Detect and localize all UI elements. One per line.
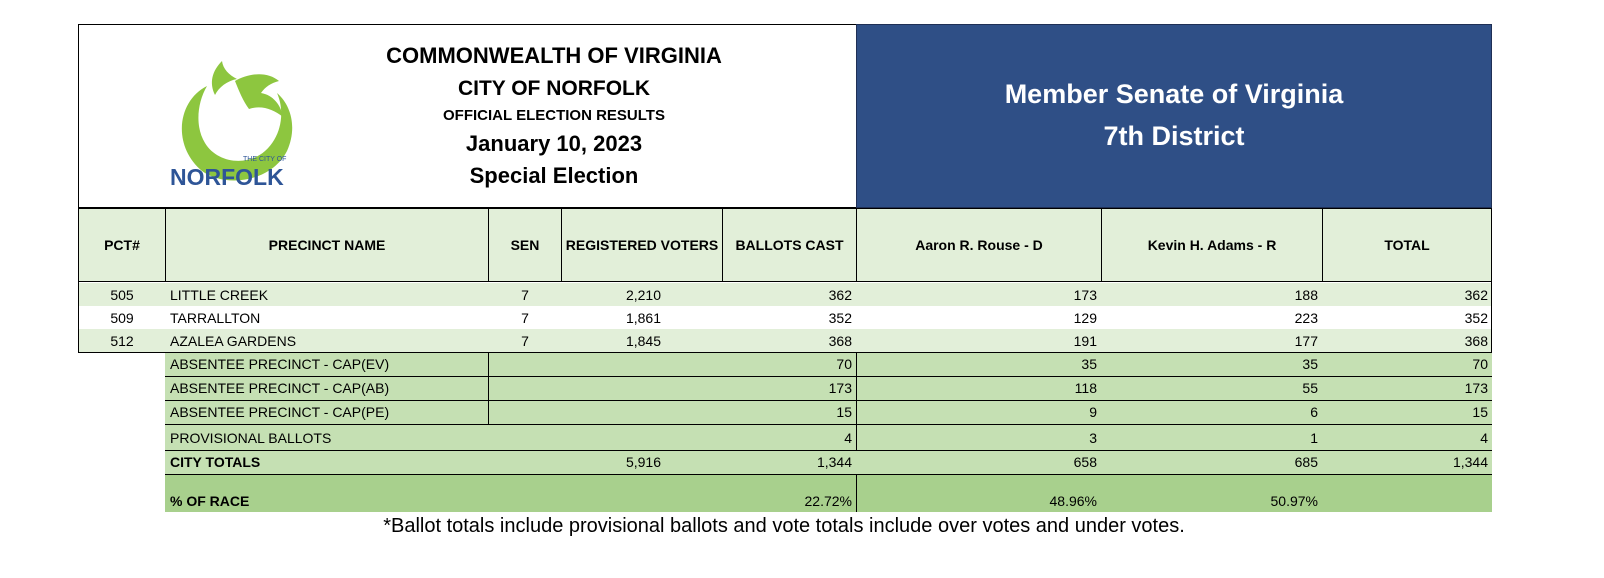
city-totals-ballots: 1,344	[816, 454, 852, 470]
city-totals-rouse: 658	[1073, 454, 1097, 470]
title-election: Special Election	[469, 163, 639, 188]
absentee-name: ABSENTEE PRECINCT - CAP(PE)	[170, 404, 390, 420]
provisional-name: PROVISIONAL BALLOTS	[170, 430, 332, 446]
precinct-total: 368	[1464, 333, 1488, 349]
provisional-total: 4	[1480, 430, 1488, 446]
title-city: CITY OF NORFOLK	[457, 77, 651, 100]
precinct-rouse: 129	[1073, 310, 1097, 326]
precinct-adams: 188	[1294, 287, 1318, 303]
logo-small-text: THE CITY OF	[243, 156, 287, 163]
precinct-sen: 7	[521, 333, 529, 349]
precinct-adams: 177	[1294, 333, 1318, 349]
percent-adams: 50.97%	[1270, 493, 1318, 509]
precinct-rouse: 191	[1073, 333, 1097, 349]
header-left-panel	[78, 24, 856, 208]
precinct-name: LITTLE CREEK	[170, 287, 269, 303]
absentee-ballots: 70	[836, 356, 852, 372]
percent-label: % OF RACE	[170, 493, 250, 509]
percent-ballots: 22.72%	[804, 493, 852, 509]
col-header-registered-voters: REGISTERED VOTERS	[561, 208, 723, 282]
norfolk-logo	[167, 51, 307, 191]
precinct-pct: 509	[110, 310, 134, 326]
absentee-total: 70	[1472, 356, 1488, 372]
footnote: *Ballot totals include provisional ballots and vote totals include over votes and under votes.	[383, 515, 1185, 537]
absentee-ballots: 15	[836, 404, 852, 420]
absentee-total: 15	[1472, 404, 1488, 420]
title-commonwealth: COMMONWEALTH OF VIRGINIA	[386, 43, 722, 68]
col-header-total: TOTAL	[1322, 208, 1492, 282]
absentee-ballots: 173	[828, 380, 852, 396]
title-date: January 10, 2023	[465, 131, 643, 156]
absentee-rouse: 118	[1074, 380, 1097, 396]
precinct-name: TARRALLTON	[170, 310, 261, 326]
title-official: OFFICIAL ELECTION RESULTS	[443, 107, 665, 124]
precinct-ballots: 352	[828, 310, 852, 326]
logo-text: NORFOLK	[170, 164, 284, 190]
precinct-total: 362	[1464, 287, 1488, 303]
precinct-sen: 7	[521, 310, 529, 326]
precinct-pct: 505	[110, 287, 134, 303]
provisional-rouse: 3	[1089, 430, 1097, 446]
race-panel	[856, 24, 1492, 208]
provisional-adams: 1	[1310, 430, 1318, 446]
precinct-name: AZALEA GARDENS	[170, 333, 297, 349]
city-totals-adams: 685	[1294, 454, 1318, 470]
precinct-rouse: 173	[1073, 287, 1097, 303]
provisional-ballots: 4	[844, 430, 852, 446]
absentee-rouse: 35	[1081, 356, 1097, 372]
precinct-registered: 2,210	[625, 287, 661, 303]
race-district: 7th District	[1103, 121, 1245, 151]
city-totals-registered: 5,916	[625, 454, 661, 470]
col-header-sen: SEN	[488, 208, 562, 282]
race-title: Member Senate of Virginia	[1004, 79, 1344, 109]
city-totals-total: 1,344	[1452, 454, 1488, 470]
absentee-adams: 35	[1302, 356, 1318, 372]
absentee-name: ABSENTEE PRECINCT - CAP(EV)	[170, 356, 390, 372]
absentee-adams: 6	[1310, 404, 1318, 420]
absentee-name: ABSENTEE PRECINCT - CAP(AB)	[170, 380, 390, 396]
precinct-registered: 1,845	[625, 333, 661, 349]
col-header-pct: PCT#	[78, 208, 166, 282]
percent-rouse: 48.96%	[1049, 493, 1097, 509]
absentee-total: 173	[1464, 380, 1488, 396]
precinct-total: 352	[1464, 310, 1488, 326]
precinct-ballots: 362	[828, 287, 852, 303]
precinct-pct: 512	[110, 333, 134, 349]
city-totals-label: CITY TOTALS	[170, 454, 261, 470]
precinct-ballots: 368	[828, 333, 852, 349]
absentee-adams: 55	[1302, 380, 1318, 396]
absentee-rouse: 9	[1089, 404, 1097, 420]
col-header-candidate-rouse: Aaron R. Rouse - D	[856, 208, 1102, 282]
col-header-candidate-adams: Kevin H. Adams - R	[1101, 208, 1323, 282]
col-header-ballots-cast: BALLOTS CAST	[722, 208, 857, 282]
col-header-precinct-name: PRECINCT NAME	[165, 208, 489, 282]
precinct-registered: 1,861	[625, 310, 661, 326]
precinct-sen: 7	[521, 287, 529, 303]
precinct-adams: 223	[1294, 310, 1318, 326]
